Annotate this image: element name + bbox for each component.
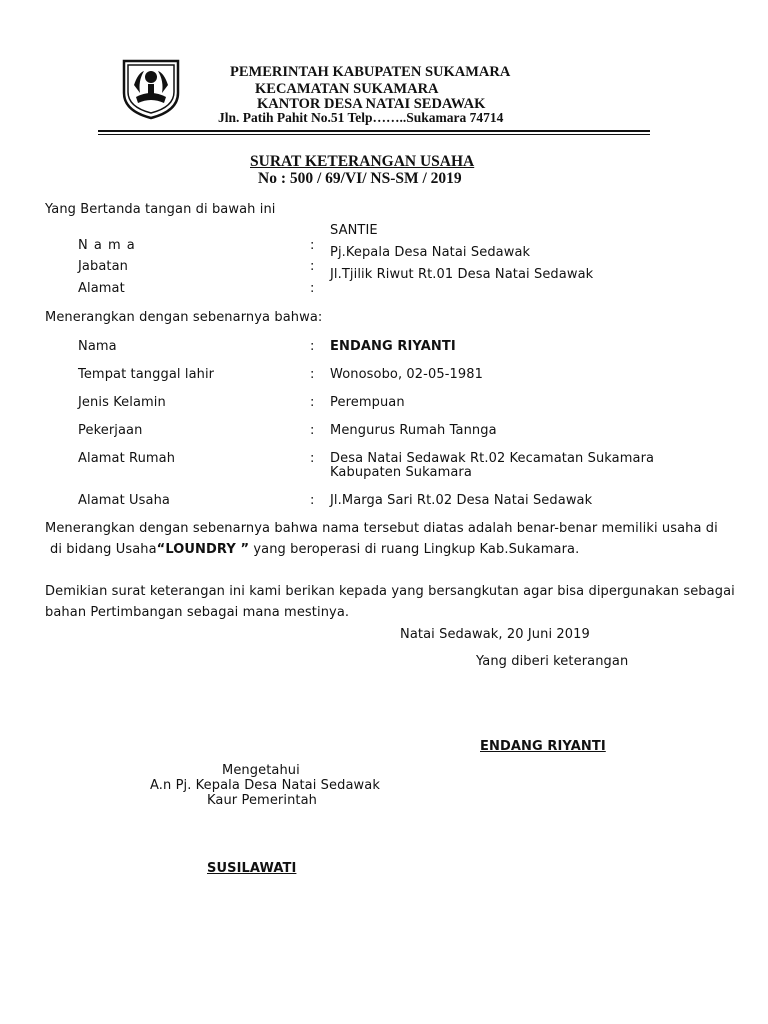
- subject-home-address-label: Alamat Rumah: [78, 451, 176, 466]
- letterhead-district: KECAMATAN SUKAMARA: [255, 81, 439, 97]
- subject-gender-label: Jenis Kelamin: [78, 395, 166, 410]
- subject-home-address-value-cont: Kabupaten Sukamara: [330, 465, 472, 480]
- subject-occupation-value: Mengurus Rumah Tannga: [330, 423, 497, 438]
- colon: :: [310, 281, 315, 296]
- colon: :: [310, 395, 315, 410]
- letterhead-rule-thin: [98, 134, 650, 135]
- intro-text: Yang Bertanda tangan di bawah ini: [45, 202, 276, 217]
- subject-business-address-value: Jl.Marga Sari Rt.02 Desa Natai Sedawak: [330, 493, 593, 508]
- colon: :: [310, 238, 315, 253]
- regency-emblem-logo: [118, 55, 184, 121]
- statement-line2-post: yang beroperasi di ruang Lingkup Kab.Sukamara.: [249, 542, 580, 557]
- approval-known-by: Mengetahui: [222, 763, 300, 778]
- signer-position-label: Jabatan: [78, 259, 129, 274]
- declaration-text: Menerangkan dengan sebenarnya bahwa:: [45, 310, 323, 325]
- approval-on-behalf: A.n Pj. Kepala Desa Natai Sedawak: [150, 778, 380, 793]
- recipient-name: ENDANG RIYANTI: [480, 739, 606, 754]
- subject-occupation-label: Pekerjaan: [78, 423, 143, 438]
- letterhead-government: PEMERINTAH KABUPATEN SUKAMARA: [230, 64, 511, 80]
- recipient-label: Yang diberi keterangan: [476, 654, 629, 669]
- signer-address-label: Alamat: [78, 281, 125, 296]
- letterhead-rule-thick: [98, 130, 650, 132]
- place-date: Natai Sedawak, 20 Juni 2019: [400, 627, 590, 642]
- subject-birth-label: Tempat tanggal lahir: [78, 367, 215, 382]
- closing-line1: Demikian surat keterangan ini kami berikan kepada yang bersangkutan agar bisa dipergunakan sebagai: [45, 584, 735, 599]
- statement-line1: Menerangkan dengan sebenarnya bahwa nama tersebut diatas adalah benar-benar memiliki usaha di: [45, 521, 718, 536]
- approval-name: SUSILAWATI: [207, 861, 297, 876]
- subject-name-label: Nama: [78, 339, 117, 354]
- subject-business-address-label: Alamat Usaha: [78, 493, 170, 508]
- subject-name-value: ENDANG RIYANTI: [330, 339, 456, 354]
- signer-address-value: Jl.Tjilik Riwut Rt.01 Desa Natai Sedawak: [330, 267, 594, 282]
- approval-position: Kaur Pemerintah: [207, 793, 318, 808]
- signer-position-value: Pj.Kepala Desa Natai Sedawak: [330, 245, 531, 260]
- colon: :: [310, 339, 315, 354]
- signer-name-value: SANTIE: [330, 223, 378, 238]
- closing-line2: bahan Pertimbangan sebagai mana mestinya.: [45, 605, 350, 620]
- statement-line2: [50, 542, 579, 557]
- colon: :: [310, 423, 315, 438]
- subject-birth-value: Wonosobo, 02-05-1981: [330, 367, 483, 382]
- letterhead-address: Jln. Patih Pahit No.51 Telp……..Sukamara 74714: [218, 110, 504, 125]
- document-title: SURAT KETERANGAN USAHA: [250, 153, 475, 170]
- signer-name-label: N a m a: [78, 238, 136, 253]
- statement-line2-pre: di bidang Usaha: [50, 542, 157, 557]
- subject-home-address-value: Desa Natai Sedawak Rt.02 Kecamatan Sukamara: [330, 451, 655, 466]
- colon: :: [310, 493, 315, 508]
- subject-gender-value: Perempuan: [330, 395, 405, 410]
- document-number: No : 500 / 69/VI/ NS-SM / 2019: [258, 170, 462, 187]
- business-type: “LOUNDRY ”: [156, 542, 250, 557]
- colon: :: [310, 367, 315, 382]
- colon: :: [310, 451, 315, 466]
- colon: :: [310, 259, 315, 274]
- letterhead-office: KANTOR DESA NATAI SEDAWAK: [257, 96, 486, 112]
